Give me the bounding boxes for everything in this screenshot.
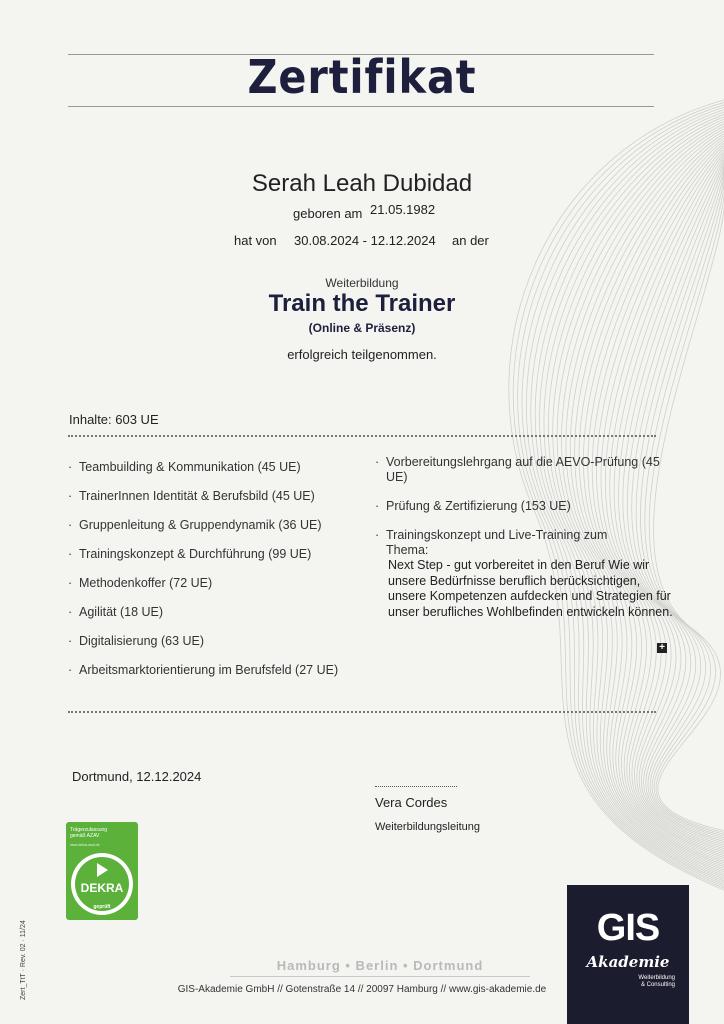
dotted-divider-top xyxy=(68,435,656,437)
participant-name: Serah Leah Dubidad xyxy=(251,170,473,197)
revision-code: Zert_TtT · Rev. 02 · 11/24 xyxy=(20,920,27,1000)
theme-text: Next Step - gut vorbereitet in den Beruf Wie wir unsere Bedürfnisse beruflich berücksichtigen, unsere Kompetenzen aufdecken und Strategien für unser berufliches Wohlbefinden entwickeln können. xyxy=(388,558,673,619)
period-prefix: hat von xyxy=(234,233,277,248)
signer-name: Vera Cordes xyxy=(375,795,448,810)
list-item: · Teambuilding & Kommunikation (45 UE) xyxy=(68,460,358,475)
program-type: Weiterbildung xyxy=(325,276,399,290)
certificate-title: Zertifikat xyxy=(247,50,477,104)
list-item: · Trainingskonzept & Durchführung (99 UE) xyxy=(68,547,358,562)
plus-icon: + xyxy=(657,643,667,653)
modules-right-list xyxy=(375,455,665,572)
logo-tagline-1: Weiterbildung xyxy=(638,975,675,981)
list-item: · Gruppenleitung & Gruppendynamik (36 UE) xyxy=(68,518,358,533)
list-item: · TrainerInnen Identität & Berufsbild (45 UE) xyxy=(68,489,358,504)
badge-brand: DEKRA xyxy=(80,881,124,895)
locations-underline xyxy=(230,976,530,977)
footer-address: GIS-Akademie GmbH // Gotenstraße 14 // 20097 Hamburg // www.gis-akademie.de xyxy=(177,984,547,995)
course-title: Train the Trainer xyxy=(268,290,456,317)
list-item: · Vorbereitungslehrgang auf die AEVO-Prüfung (45 UE) xyxy=(375,455,666,485)
list-item: · Agilität (18 UE) xyxy=(68,605,358,620)
badge-line2: gemäß AZAV xyxy=(70,833,100,839)
logo-tagline-2: & Consulting xyxy=(640,982,675,988)
signature-line xyxy=(375,786,457,787)
modules-left-list xyxy=(68,460,358,692)
dotted-divider-bottom xyxy=(68,711,656,713)
title-underline xyxy=(68,106,654,107)
dekra-seal-badge xyxy=(66,822,138,920)
badge-status: geprüft xyxy=(93,904,111,910)
signer-role: Weiterbildungsleitung xyxy=(375,821,480,833)
list-item: · Digitalisierung (63 UE) xyxy=(68,634,358,649)
list-item: · Methodenkoffer (72 UE) xyxy=(68,576,358,591)
born-label: geboren am xyxy=(293,206,363,221)
period-suffix: an der xyxy=(452,233,489,248)
badge-url: www.dekra-seal.de xyxy=(70,843,100,847)
logo-subname: Akademie xyxy=(586,953,670,971)
locations: Hamburg • Berlin • Dortmund xyxy=(276,958,484,973)
badge-line1: Trägerzulassung xyxy=(70,827,108,833)
contents-label: Inhalte: 603 UE xyxy=(69,412,159,427)
period-range: 30.08.2024 - 12.12.2024 xyxy=(294,233,436,248)
list-item: · Arbeitsmarktorientierung im Berufsfeld (27 UE) xyxy=(68,663,339,678)
list-item: · Trainingskonzept und Live-Training zum Thema: xyxy=(375,528,646,558)
born-date: 21.05.1982 xyxy=(370,202,436,217)
course-format: (Online & Präsenz) xyxy=(308,321,416,335)
place-date: Dortmund, 12.12.2024 xyxy=(72,769,202,784)
completion-text: erfolgreich teilgenommen. xyxy=(287,347,437,362)
gis-akademie-logo xyxy=(567,885,689,1024)
logo-name: GIS xyxy=(596,907,660,949)
list-item: · Prüfung & Zertifizierung (153 UE) xyxy=(375,499,665,514)
logo-tagline xyxy=(638,975,675,989)
birth-line xyxy=(293,202,436,221)
